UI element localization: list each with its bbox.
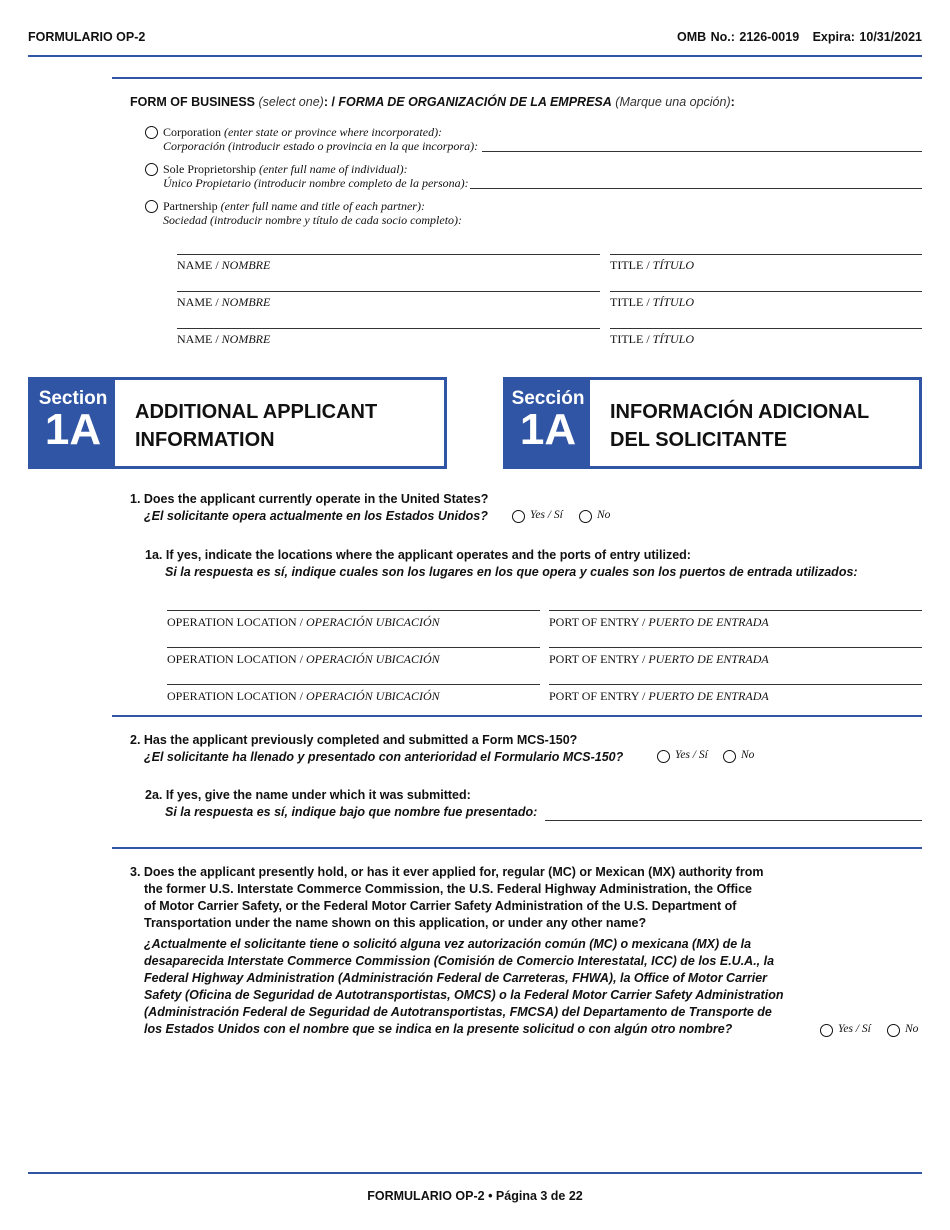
sole-proprietorship-radio[interactable]: [145, 163, 158, 176]
corporation-radio[interactable]: [145, 126, 158, 139]
form-id: FORMULARIO OP-2: [28, 30, 146, 44]
q3-no-label: No: [905, 1023, 919, 1035]
partnership-radio[interactable]: [145, 200, 158, 213]
question-2: 2. Has the applicant previously completed and submitted a Form MCS-150? ¿El solicitante ha llenado y presentado con anterioridad el Formulario MCS-150?: [130, 733, 624, 764]
sole-proprietorship-label: Sole Proprietorship (enter full name of individual): Único Propietario (introducir nombre completo de la persona):: [163, 162, 469, 190]
q3-yes-radio[interactable]: [820, 1024, 833, 1037]
partner-name-line[interactable]: [177, 291, 600, 292]
omb-info: [677, 30, 922, 44]
partner-name-label: NAME / NOMBRE: [177, 295, 271, 309]
page-footer: FORMULARIO OP-2 • Página 3 de 22: [367, 1189, 583, 1203]
section-title-es: INFORMACIÓN ADICIONAL DEL SOLICITANTE: [610, 401, 870, 451]
q2-yes-label: Yes / Sí: [675, 749, 708, 761]
partner-name-label: NAME / NOMBRE: [177, 258, 271, 272]
partner-name-label: NAME / NOMBRE: [177, 332, 271, 346]
partner-title-line[interactable]: [610, 328, 922, 329]
form-of-business-heading: FORM OF BUSINESS (select one): / FORMA DE ORGANIZACIÓN DE LA EMPRESA (Marque una opción):: [130, 95, 735, 109]
port-of-entry-label: PORT OF ENTRY / PUERTO DE ENTRADA: [549, 615, 769, 629]
header-divider: [28, 55, 922, 57]
partner-name-line[interactable]: [177, 254, 600, 255]
section-badge-es: Sección 1A: [506, 380, 590, 466]
operation-location-line[interactable]: [167, 684, 540, 685]
sole-proprietorship-input-line[interactable]: [470, 188, 922, 189]
partner-title-line[interactable]: [610, 254, 922, 255]
footer-divider: [28, 1172, 922, 1174]
q1-no-radio[interactable]: [579, 510, 592, 523]
partner-title-line[interactable]: [610, 291, 922, 292]
q3-top-divider: [112, 847, 922, 849]
port-of-entry-label: PORT OF ENTRY / PUERTO DE ENTRADA: [549, 689, 769, 703]
question-3: 3. Does the applicant presently hold, or has it ever applied for, regular (MC) or Mexican (MX) authority from the former U.S. Interstate Commerce Commission, the U.S. Federal Highway Administration, the Office of Motor Carrier Safety, or the Federal Motor Carrier Safety Administration of the U.S. Department of Transportation under the name shown on this application, or under any other name? ¿Actualmente el solicitante tiene o solicitó alguna vez autorización común (MC) o mexicana (MX) de la desaparecida Interstate Commerce Commission (Comisión de Comercio Interestatal, ICC) de los E.U.A., la Federal Highway Administration (Administración Federal de Carreteras, FHWA), la Office of Motor Carrier Safety (Oficina de Seguridad de Autotransportistas, OMCS) o la Federal Motor Carrier Safety Administration (Administración Federal de Seguridad de Autotransportistas, FMCSA) del Departamento de Transporte de los Estados Unidos con el nombre que se indica en la presente solicitud o con algún otro nombre?: [130, 865, 784, 1036]
omb-number: OMB No.: 2126-0019: [676, 30, 800, 44]
section-badge-en: Section 1A: [31, 380, 115, 466]
previous-name-input-line[interactable]: [545, 820, 922, 821]
corporation-label: Corporation (enter state or province where incorporated): Corporación (introducir estado o provincia en la que incorpora):: [163, 125, 479, 153]
port-of-entry-line[interactable]: [549, 647, 922, 648]
port-of-entry-line[interactable]: [549, 610, 922, 611]
question-2a: 2a. If yes, give the name under which it was submitted: Si la respuesta es sí, indique bajo que nombre fue presentado:: [145, 788, 538, 819]
q1-yes-radio[interactable]: [512, 510, 525, 523]
question-1a: 1a. If yes, indicate the locations where the applicant operates and the ports of entry utilized: Si la respuesta es sí, indique cuales son los lugares en los que opera y cuales son los puertos de entrada utilizados:: [145, 548, 858, 579]
partnership-label: Partnership (enter full name and title of each partner): Sociedad (introducir nombre y título de cada socio completo):: [163, 199, 463, 227]
q3-yes-label: Yes / Sí: [838, 1023, 871, 1035]
q1-no-label: No: [597, 509, 611, 521]
question-1: 1. Does the applicant currently operate in the United States? ¿El solicitante opera actualmente en los Estados Unidos?: [130, 492, 489, 523]
q2-no-radio[interactable]: [723, 750, 736, 763]
q2-yes-radio[interactable]: [657, 750, 670, 763]
expiration: Expira: 10/31/2021: [812, 30, 922, 44]
q2-no-label: No: [741, 749, 755, 761]
partner-title-label: TITLE / TÍTULO: [610, 258, 695, 272]
section-header-en: [28, 377, 447, 469]
form-business-top-divider: [112, 77, 922, 79]
partner-title-label: TITLE / TÍTULO: [610, 295, 695, 309]
corporation-input-line[interactable]: [482, 151, 922, 152]
section-header-es: [503, 377, 922, 469]
port-of-entry-label: PORT OF ENTRY / PUERTO DE ENTRADA: [549, 652, 769, 666]
partner-name-line[interactable]: [177, 328, 600, 329]
operation-location-label: OPERATION LOCATION / OPERACIÓN UBICACIÓN: [167, 689, 440, 703]
port-of-entry-line[interactable]: [549, 684, 922, 685]
operation-location-label: OPERATION LOCATION / OPERACIÓN UBICACIÓN: [167, 615, 440, 629]
section-title-en: ADDITIONAL APPLICANT INFORMATION: [135, 401, 378, 451]
operation-location-line[interactable]: [167, 647, 540, 648]
q2-top-divider: [112, 715, 922, 717]
operation-location-line[interactable]: [167, 610, 540, 611]
q3-no-radio[interactable]: [887, 1024, 900, 1037]
partner-title-label: TITLE / TÍTULO: [610, 332, 695, 346]
q1-yes-label: Yes / Sí: [530, 509, 563, 521]
operation-location-label: OPERATION LOCATION / OPERACIÓN UBICACIÓN: [167, 652, 440, 666]
